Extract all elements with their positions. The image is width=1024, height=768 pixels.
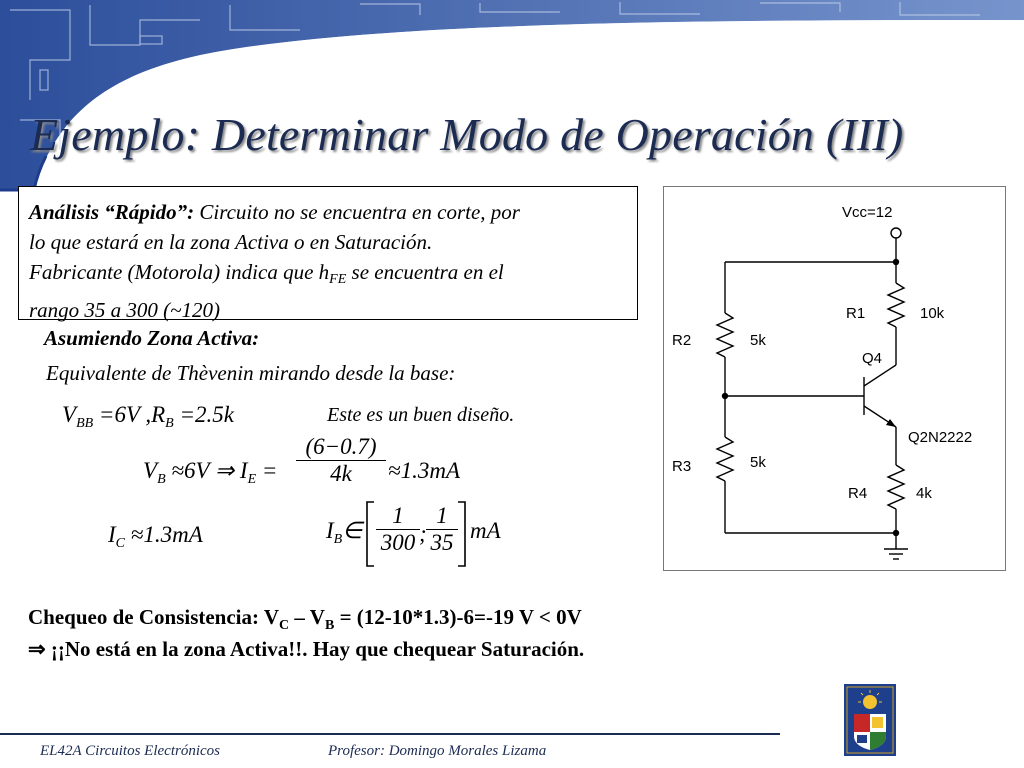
- r3-value: 5k: [750, 454, 766, 471]
- ib-fraction-2: [426, 503, 458, 556]
- eq4-a: I: [326, 518, 334, 543]
- r3-name: R3: [672, 458, 692, 475]
- footer-course: EL42A Circuitos Electrónicos: [40, 743, 220, 759]
- eq1-a: V: [62, 402, 77, 427]
- ie-denominator: 4k: [330, 461, 352, 486]
- vcc-label: Vcc=12: [842, 204, 893, 221]
- eq2-a: V: [143, 458, 158, 483]
- eq3-a: I: [108, 522, 116, 547]
- ie-result: ≈1.3mA: [388, 458, 461, 483]
- circuit-diagram: [664, 187, 1004, 569]
- analysis-line-3: [29, 257, 627, 295]
- circuit-schematic: [663, 186, 1006, 571]
- analysis-line-3-a: Fabricante (Motorola) indica que h: [29, 260, 330, 284]
- consistency-check: [28, 605, 582, 634]
- ib-separator: ;: [419, 521, 427, 546]
- consistency-conclusion: ⇒ ¡¡No está en la zona Activa!!. Hay que chequear Saturación.: [28, 637, 585, 661]
- equation-vbb-rb: [62, 402, 234, 432]
- ie-fraction: [296, 434, 386, 487]
- eq1-sub-b: B: [165, 416, 174, 431]
- eq2-c: =: [256, 458, 278, 483]
- eq1-b: =6V ,R: [93, 402, 166, 427]
- university-logo: [844, 684, 896, 756]
- ib-fraction-1: [376, 503, 420, 556]
- analysis-line-2: lo que estará en la zona Activa o en Saturación.: [29, 230, 433, 254]
- equation-vb-ie: [143, 458, 277, 488]
- analysis-line-4: rango 35 a 300 (~120): [29, 298, 221, 322]
- footer-professor: Profesor: Domingo Morales Lizama: [328, 743, 547, 759]
- eq1-sub-a: BB: [76, 416, 94, 431]
- analysis-box: [18, 186, 638, 320]
- r2-name: R2: [672, 332, 692, 349]
- ib-fraction-1-num: 1: [376, 503, 420, 530]
- consistency-sub-c: C: [279, 618, 290, 633]
- q-model: Q2N2222: [908, 429, 973, 446]
- slide-title: Ejemplo: Determinar Modo de Operación (III): [30, 109, 904, 160]
- consistency-c: = (12-10*1.3)-6=-19 V < 0V: [334, 605, 582, 629]
- eq3-sub: C: [115, 536, 126, 551]
- eq3-b: ≈1.3mA: [125, 522, 203, 547]
- ie-numerator: (6−0.7): [296, 434, 386, 461]
- ib-unit: mA: [470, 518, 501, 543]
- eq2-sub-b: E: [247, 472, 257, 487]
- consistency-sub-b: B: [324, 618, 335, 633]
- r1-value: 10k: [920, 305, 945, 322]
- ib-fraction-2-num: 1: [426, 503, 458, 530]
- r2-value: 5k: [750, 332, 766, 349]
- analysis-lead: Análisis “Rápido”:: [29, 200, 195, 224]
- good-design-note: Este es un buen diseño.: [327, 404, 515, 426]
- ib-fraction-2-den: 35: [430, 530, 454, 555]
- analysis-line-1: [29, 197, 627, 227]
- equation-ib: [326, 518, 362, 548]
- analysis-line-1-text: Circuito no se encuentra en corte, por: [194, 200, 520, 224]
- thevenin-text: Equivalente de Thèvenin mirando desde la base:: [46, 361, 456, 385]
- eq4-in: ∈: [342, 518, 363, 543]
- eq4-sub: B: [333, 532, 343, 547]
- equation-ic: [108, 522, 203, 552]
- q-name: Q4: [862, 350, 883, 367]
- r4-value: 4k: [916, 485, 932, 502]
- consistency-a: Chequeo de Consistencia: V: [28, 605, 280, 629]
- eq2-sub-a: B: [157, 472, 166, 487]
- eq2-b: ≈6V ⇒ I: [165, 458, 248, 483]
- ib-fraction-1-den: 300: [380, 530, 416, 555]
- consistency-b: – V: [289, 605, 325, 629]
- hfe-subscript: FE: [329, 272, 347, 287]
- r4-name: R4: [848, 485, 868, 502]
- r1-name: R1: [846, 305, 866, 322]
- assumption-heading: Asumiendo Zona Activa:: [44, 326, 260, 350]
- analysis-line-3-b: se encuentra en el: [346, 260, 504, 284]
- eq1-c: =2.5k: [173, 402, 234, 427]
